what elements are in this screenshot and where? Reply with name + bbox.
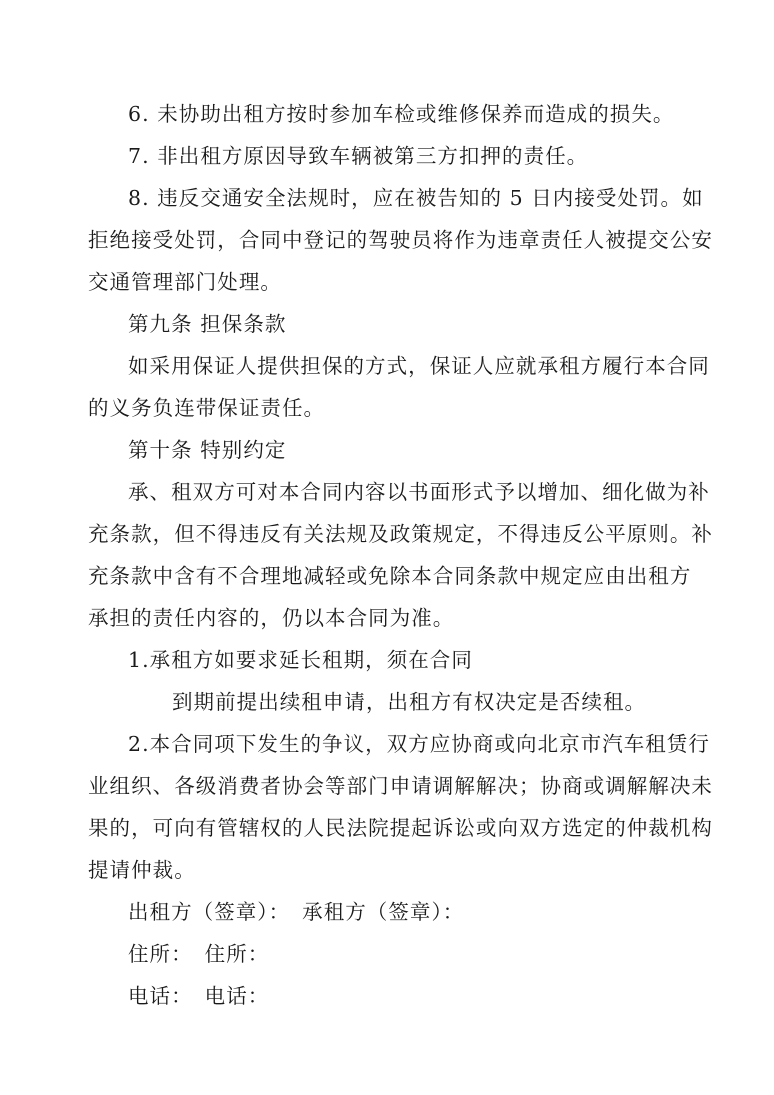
article-10-line-3: 充条款中含有不合理地减轻或免除本合同条款中规定应由出租方	[88, 564, 692, 588]
clause-2-line-1: 2.本合同项下发生的争议，双方应协商或向北京市汽车租赁行	[128, 732, 710, 756]
article-10-title: 第十条 特别约定	[128, 438, 287, 462]
article-9-line-2: 的义务负连带保证责任。	[88, 396, 326, 420]
clause-2-line-4: 提请仲裁。	[88, 858, 196, 882]
item-7-line: 7. 非出租方原因导致车辆被第三方扣押的责任。	[128, 144, 589, 168]
lessor-address-label: 住所：	[128, 942, 193, 966]
clause-1-line-1: 1.承租方如要求延长租期，须在合同	[128, 648, 473, 672]
lessee-phone-label: 电话：	[204, 984, 270, 1008]
lessor-signature-label: 出租方（签章）：	[128, 900, 291, 924]
article-10-line-1: 承、租双方可对本合同内容以书面形式予以增加、细化做为补	[128, 480, 710, 504]
item-6-line: 6. 未协助出租方按时参加车检或维修保养而造成的损失。	[128, 102, 675, 126]
item-8-line-3: 交通管理部门处理。	[88, 270, 282, 294]
article-10-line-2: 充条款，但不得违反有关法规及政策规定，不得违反公平原则。补	[88, 522, 713, 546]
lessee-signature-label: 承租方（签章）：	[302, 900, 465, 924]
item-8-line-1: 8. 违反交通安全法规时，应在被告知的 5 日内接受处罚。如	[128, 186, 704, 210]
clause-2-line-2: 业组织、各级消费者协会等部门申请调解解决；协商或调解解决未	[88, 774, 713, 798]
article-9-line-1: 如采用保证人提供担保的方式，保证人应就承租方履行本合同	[128, 354, 710, 378]
clause-2-line-3: 果的，可向有管辖权的人民法院提起诉讼或向双方选定的仲裁机构	[88, 816, 713, 840]
lessee-address-label: 住所：	[204, 942, 270, 966]
phone-row	[128, 983, 269, 1009]
article-9-title: 第九条 担保条款	[128, 312, 287, 336]
signature-row	[128, 899, 464, 925]
article-10-line-4: 承担的责任内容的，仍以本合同为准。	[88, 606, 455, 630]
address-row	[128, 941, 269, 967]
clause-1-line-2: 到期前提出续租申请，出租方有权决定是否续租。	[172, 690, 647, 714]
item-8-line-2: 拒绝接受处罚，合同中登记的驾驶员将作为违章责任人被提交公安	[88, 228, 713, 252]
lessor-phone-label: 电话：	[128, 984, 193, 1008]
